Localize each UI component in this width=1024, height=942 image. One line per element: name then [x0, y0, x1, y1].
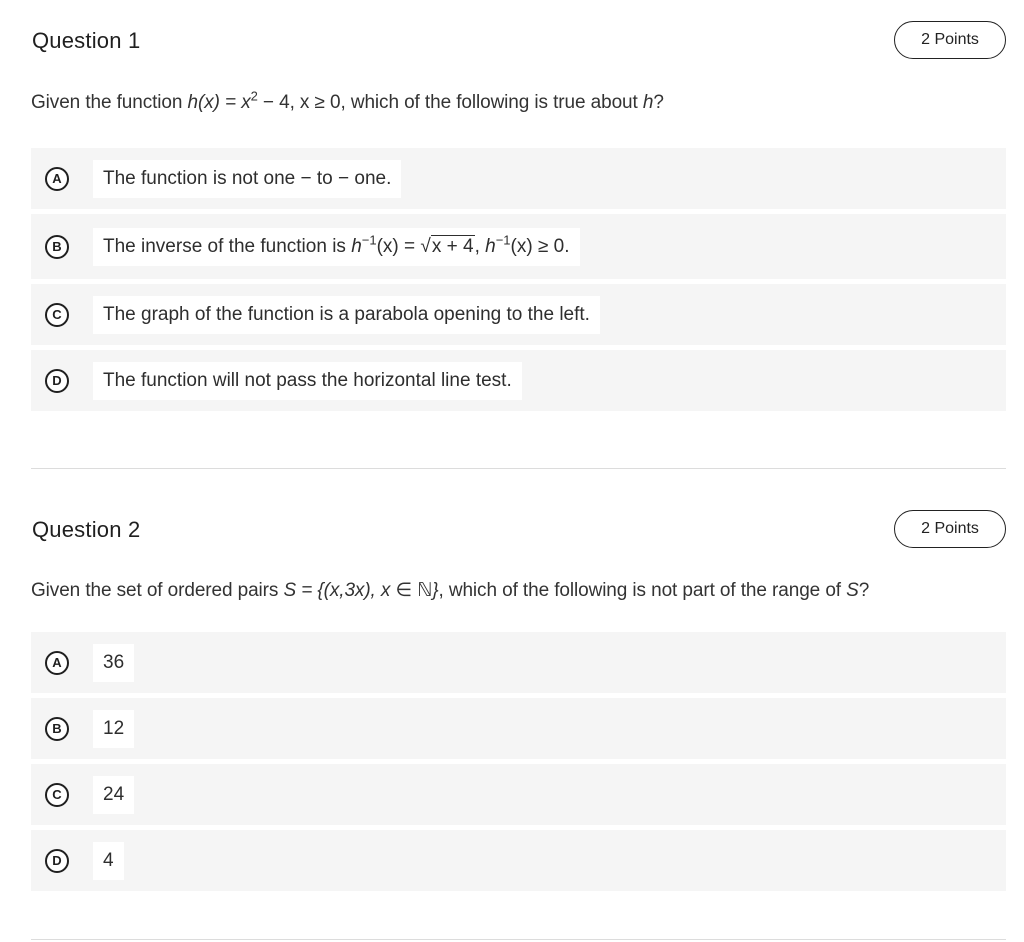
option-b[interactable] — [31, 214, 1006, 279]
option-letter-badge: B — [45, 717, 69, 741]
option-text: 36 — [93, 644, 134, 682]
question-title: Question 1 — [32, 28, 141, 53]
question-prompt: Given the set of ordered pairs S = {(x,3x), x ∈ ℕ}, which of the following is not part of the range of S? — [31, 580, 870, 601]
option-text: The function will not pass the horizontal line test. — [93, 362, 522, 400]
option-text: 24 — [93, 776, 134, 814]
option-letter-badge: C — [45, 783, 69, 807]
option-text: The function is not one − to − one. — [93, 160, 401, 198]
option-a[interactable] — [31, 148, 1006, 209]
question-1 — [31, 20, 1006, 416]
section-divider — [31, 468, 1006, 469]
points-badge: 2 Points — [894, 510, 1006, 548]
question-header — [31, 20, 1006, 62]
option-text: 12 — [93, 710, 134, 748]
option-a[interactable] — [31, 632, 1006, 693]
question-header — [31, 509, 1006, 551]
option-b[interactable] — [31, 698, 1006, 759]
option-text: The graph of the function is a parabola opening to the left. — [93, 296, 600, 334]
option-letter-badge: B — [45, 235, 69, 259]
question-prompt: Given the function $h(x) = x^2 - 4$, x ≥ 0, which of the following is true about h? — [31, 88, 664, 113]
option-letter-badge: D — [45, 369, 69, 393]
option-d[interactable] — [31, 830, 1006, 891]
answer-options — [31, 632, 1006, 891]
option-c[interactable] — [31, 284, 1006, 345]
points-badge: 2 Points — [894, 21, 1006, 59]
option-letter-badge: A — [45, 167, 69, 191]
answer-options — [31, 148, 1006, 411]
option-c[interactable] — [31, 764, 1006, 825]
option-letter-badge: D — [45, 849, 69, 873]
option-letter-badge: A — [45, 651, 69, 675]
section-divider — [31, 939, 1006, 940]
option-text: The inverse of the function is $h^{-1}(x) = √x + 4$, $h^{-1}(x) \ge 0$. — [93, 228, 580, 266]
option-d[interactable] — [31, 350, 1006, 411]
question-2 — [31, 509, 1006, 896]
option-text: 4 — [93, 842, 124, 880]
option-letter-badge: C — [45, 303, 69, 327]
question-title: Question 2 — [32, 517, 141, 542]
